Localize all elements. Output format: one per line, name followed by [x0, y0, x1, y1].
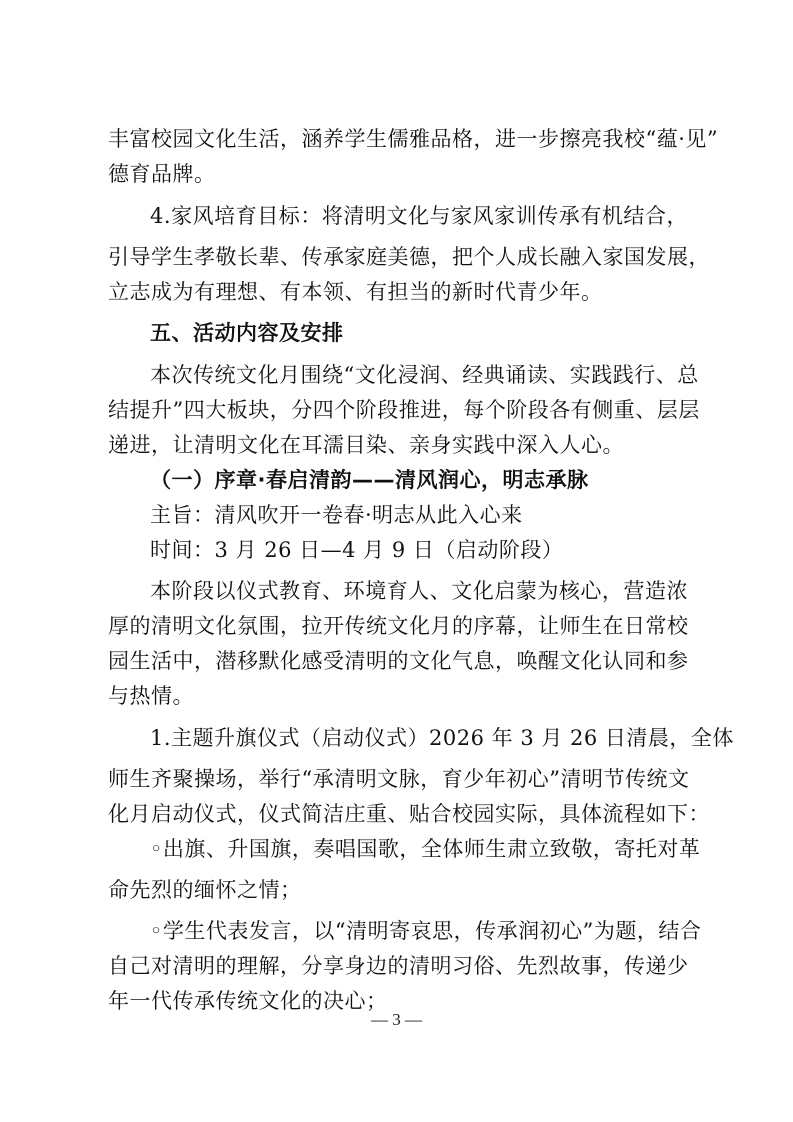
paragraph-line: 本次传统文化月围绕“文化浸润、经典诵读、实践践行、总 [150, 363, 699, 387]
page-number: — 3 — [371, 1010, 422, 1029]
paragraph-line: 结提升”四大板块，分四个阶段推进，每个阶段各有侧重、层层 [108, 398, 700, 422]
paragraph-line: 4.家风培育目标：将清明文化与家风家训传承有机结合， [150, 204, 688, 228]
paragraph-line: 丰富校园文化生活，涵养学生儒雅品格，进一步擦亮我校“蕴·见” [108, 127, 719, 151]
paragraph-line: 与热情。 [108, 684, 194, 708]
paragraph-line: 德育品牌。 [108, 162, 216, 186]
list-item-line: 自己对清明的理解，分享身边的清明习俗、先烈故事，传递少 [108, 954, 689, 978]
paragraph-line: 引导学生孝敬长辈、传承家庭美德，把个人成长融入家国发展， [108, 245, 710, 269]
paragraph-line: 师生齐聚操场，举行“承清明文脉，育少年初心”清明节传统文 [108, 767, 690, 791]
paragraph-line: 化月启动仪式，仪式简洁庄重、贴合校园实际，具体流程如下： [108, 802, 710, 826]
list-item-line: 年一代传承传统文化的决心； [108, 989, 388, 1013]
paragraph-line: 厚的清明文化氛围，拉开传统文化月的序幕，让师生在日常校 [108, 614, 689, 638]
paragraph-line: 1.主题升旗仪式（启动仪式）2026 年 3 月 26 日清晨，全体 [150, 726, 734, 750]
list-item-line: ◦出旗、升国旗，奏唱国歌，全体师生肃立致敬，寄托对革 [150, 837, 701, 861]
list-item-line: ◦学生代表发言，以“清明寄哀思，传承润初心”为题，结合 [150, 919, 702, 943]
paragraph-line: 主旨：清风吹开一卷春·明志从此入心来 [150, 503, 523, 527]
section-heading: 五、活动内容及安排 [150, 321, 344, 345]
paragraph-line: 时间：3 月 26 日—4 月 9 日（启动阶段） [150, 538, 564, 562]
subsection-heading: （一）序章·春启清韵——清风润心，明志承脉 [150, 468, 589, 492]
paragraph-line: 递进，让清明文化在耳濡目染、亲身实践中深入人心。 [108, 433, 624, 457]
list-item-line: 命先烈的缅怀之情； [108, 878, 302, 902]
paragraph-line: 园生活中，潜移默化感受清明的文化气息，唤醒文化认同和参 [108, 649, 689, 673]
paragraph-line: 本阶段以仪式教育、环境育人、文化启蒙为核心，营造浓 [150, 579, 688, 603]
paragraph-line: 立志成为有理想、有本领、有担当的新时代青少年。 [108, 280, 603, 304]
